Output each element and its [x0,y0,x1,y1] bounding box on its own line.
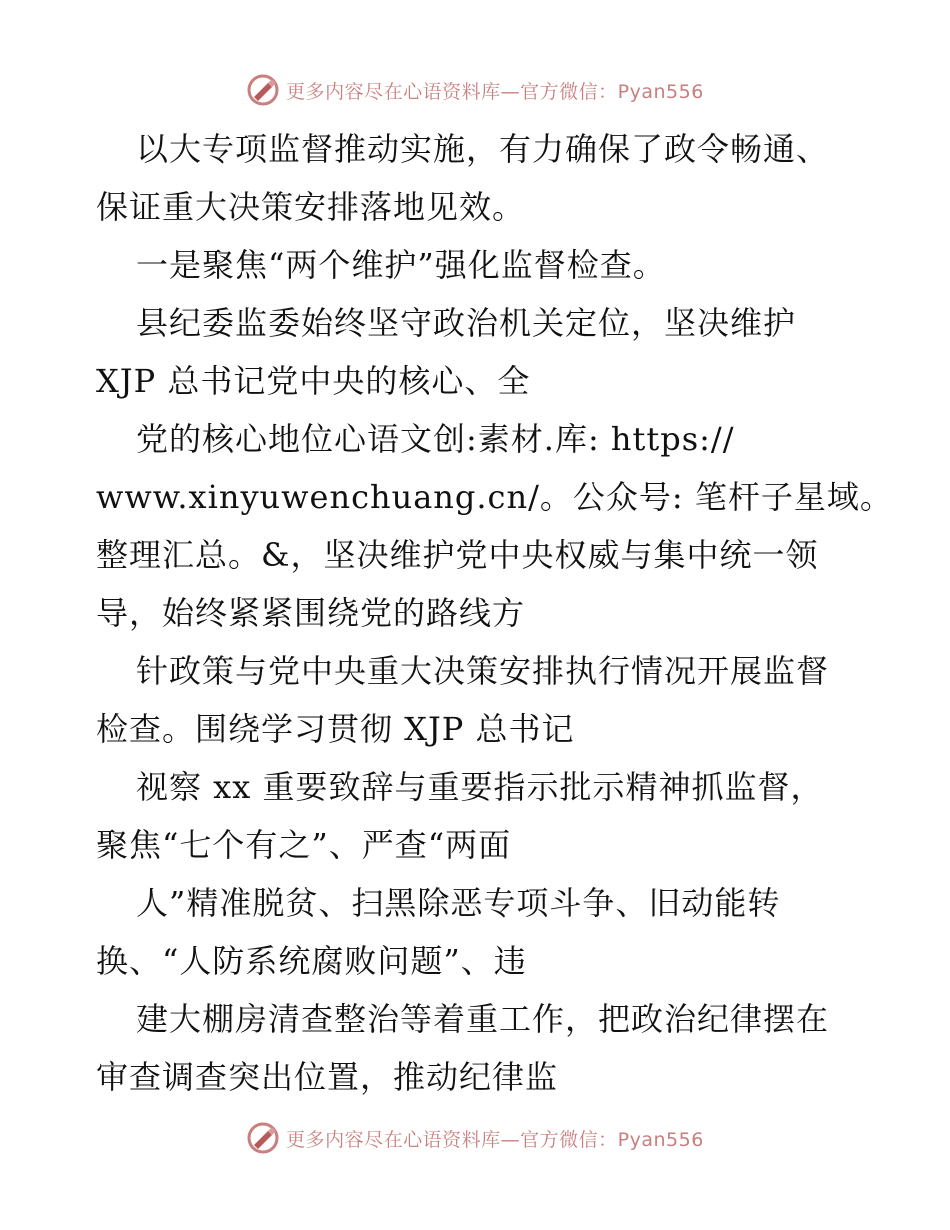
text-line: www.xinyuwenchuang.cn/。公众号: 笔杆子星域。 [96,478,893,516]
text-line: 保证重大决策安排落地见效。 [96,188,526,226]
header-watermark [0,70,950,110]
text-line: 建大棚房清查整治等着重工作，把政治纪律摆在 [136,1000,830,1038]
text-line: 以大专项监督推动实施，有力确保了政令畅通、 [136,130,830,168]
text-line: XJP 总书记党中央的核心、全 [96,362,531,400]
text-line: 针政策与党中央重大决策安排执行情况开展监督 [136,652,830,690]
text-line: 检查。围绕学习贯彻 XJP 总书记 [96,710,575,748]
text-line: 审查调查突出位置，推动纪律监 [96,1058,559,1096]
text-line: 聚焦“七个有之”、严查“两面 [96,826,512,864]
text-line: 视察 xx 重要致辞与重要指示批示精神抓监督， [136,768,824,806]
text-line: 整理汇总。&，坚决维护党中央权威与集中统一领 [96,536,819,574]
text-line: 导，始终紧紧围绕党的路线方 [96,594,526,632]
watermark-logo-icon [246,1121,280,1155]
text-line: 县纪委监委始终坚守政治机关定位，坚决维护 [136,304,797,342]
text-line: 党的核心地位心语文创:素材.库: https:// [136,420,735,458]
watermark-logo-icon [246,73,280,107]
watermark-text: 更多内容尽在心语资料库—官方微信：Pyan556 [286,80,704,103]
document-body [96,120,893,1106]
watermark-text: 更多内容尽在心语资料库—官方微信：Pyan556 [286,1128,704,1151]
text-line: 换、“人防系统腐败问题”、违 [96,942,527,980]
footer-watermark [0,1118,950,1158]
text-line: 人”精准脱贫、扫黑除恶专项斗争、旧动能转 [136,884,781,922]
text-line: 一是聚焦“两个维护”强化监督检查。 [136,246,666,284]
